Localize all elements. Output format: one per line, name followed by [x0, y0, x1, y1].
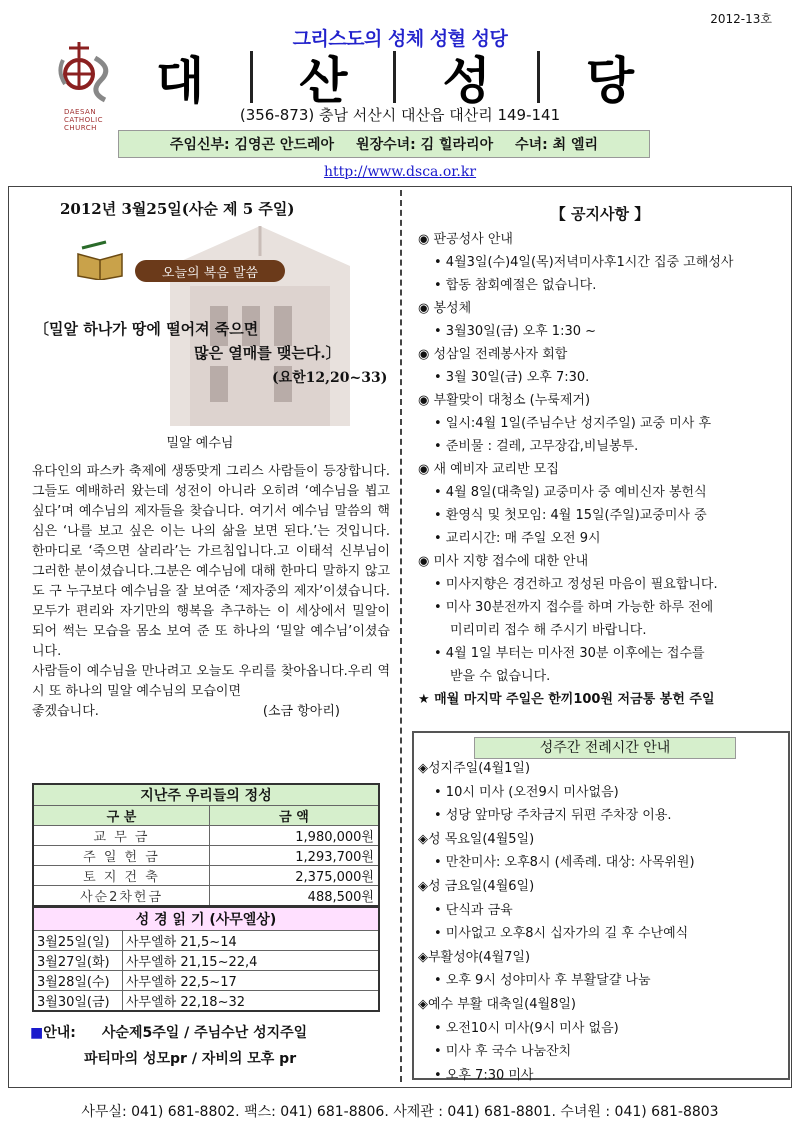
- schedule-item: • 10시 미사 (오전9시 미사없음): [434, 784, 619, 800]
- announcement-item: ◉ 미사 지향 접수에 대한 안내: [418, 554, 589, 569]
- announcement-item: • 3월30일(금) 오후 1:30 ~: [434, 324, 597, 339]
- announcement-item: ◉ 판공성사 안내: [418, 232, 513, 247]
- offering-table: [32, 783, 380, 907]
- schedule-item: • 미사 후 국수 나눔잔치: [434, 1044, 572, 1060]
- website-link[interactable]: http://www.dsca.or.kr: [323, 164, 477, 180]
- masthead-char: 당: [585, 51, 635, 110]
- logo-wordmark: DAESAN CATHOLIC CHURCH: [64, 108, 104, 132]
- offering-col-category: 구 분: [33, 806, 210, 826]
- offering-amount: 488,500원: [210, 886, 380, 907]
- schedule-item: • 성당 앞마당 주차금지 뒤편 주차장 이용.: [434, 808, 672, 824]
- announcement-item: • 4월 8일(대축일) 교중미사 중 예비신자 봉헌식: [434, 485, 707, 500]
- superior-name: 원장수녀: 김 힐라리아: [356, 137, 494, 153]
- contact-footer: 사무실: 041) 681-8802. 팩스: 041) 681-8806. 사제관 : 041) 681-8801. 수녀원 : 041) 681-8803: [81, 1104, 719, 1120]
- pastor-name: 주임신부: 김영곤 안드레아: [169, 137, 335, 153]
- reflection-paragraph: 유다인의 파스카 축제에 생뚱맞게 그리스 사람들이 등장합니다.그들도 예배하러 왔는데 성전이 아니라 오히려 ‘예수님을 뵙고싶다’며 예수님의 제자들을 찾습니다. 여기서 예수님 말씀의 핵심은 ‘나를 보고 싶은 이는 나의 삶을 보면 된다.’는 것입니다. 한마디로 ‘죽으면 살리라’는 가르침입니다.고 이태석 신부님이 그러한 분이셨습니다.그분은 예수님에 대해 한마디 말하지 않고도 구 누구보다 예수님을 잘 보여준 ‘제자중의 제자’이셨습니다.모두가 편리와 자기만의 행복을 추구하는 이 세상에서 밀알이 되어 썩는 모습을 몸소 보여 준 또 하나의 ‘밀알 예수님’이셨습니다.: [32, 464, 390, 659]
- reading-passage: 사무엘하 22,5~17: [123, 971, 380, 991]
- notice-line-1: [30, 1022, 307, 1042]
- nun-name: 수녀: 최 엘리: [515, 137, 599, 153]
- table-row: [33, 846, 379, 866]
- announcements-list: [418, 228, 790, 711]
- holy-week-schedule: [412, 731, 790, 1083]
- reading-date: 3월30일(금): [33, 991, 123, 1012]
- offering-table-title: 지난주 우리들의 정성: [33, 784, 379, 806]
- announcement-item: • 미사지향은 경건하고 정성된 마음이 필요합니다.: [434, 577, 718, 592]
- announcement-item: • 환영식 및 첫모임: 4월 15일(주일)교중미사 중: [434, 508, 707, 523]
- offering-amount: 2,375,000원: [210, 866, 380, 886]
- announcement-item: ◉ 부활맞이 대청소 (누룩제거): [418, 393, 591, 408]
- gospel-verse-line-1: 〔밀알 하나가 땅에 떨어져 죽으면: [34, 320, 259, 338]
- masthead-char: 산: [299, 51, 348, 110]
- masthead-divider: [393, 51, 396, 103]
- announcement-item: • 3월 30일(금) 오후 7:30.: [434, 370, 590, 385]
- offering-col-amount: 금 액: [210, 806, 380, 826]
- reflection-body: [32, 462, 390, 722]
- reading-passage: 사무엘하 21,15~22,4: [123, 951, 380, 971]
- announcements-heading: 【 공지사항 】: [550, 205, 650, 223]
- reflection-closing: 좋겠습니다.: [32, 704, 99, 719]
- column-divider: [400, 190, 402, 1082]
- table-row: [33, 886, 379, 907]
- announcement-item: • 4월 1일 부터는 미사전 30분 이후에는 접수를: [434, 646, 705, 661]
- sunday-date: 2012년 3월25일(사순 제 5 주일): [60, 200, 295, 218]
- parish-subtitle: 그리스도의 성체 성혈 성당: [292, 28, 508, 50]
- offering-label: 사순2차헌금: [33, 886, 210, 907]
- masthead-divider: [537, 51, 540, 103]
- schedule-item: ◈예수 부활 대축일(4월8일): [418, 996, 576, 1012]
- notice-label: 안내:: [43, 1025, 76, 1041]
- announcement-item: ◉ 봉성체: [418, 301, 472, 316]
- table-row: [33, 826, 379, 846]
- notice-bullet-icon: ■: [30, 1025, 44, 1041]
- reading-date: 3월27일(화): [33, 951, 123, 971]
- notice-text: 사순제5주일 / 주님수난 성지주일: [101, 1025, 308, 1041]
- reading-date: 3월25일(일): [33, 931, 123, 951]
- gospel-verse-line-2: 많은 열매를 맺는다.〕: [194, 344, 341, 362]
- offering-amount: 1,293,700원: [210, 846, 380, 866]
- table-row: [33, 931, 379, 951]
- reading-passage: 사무엘하 21,5~14: [123, 931, 380, 951]
- schedule-heading: 성주간 전례시간 안내: [474, 737, 736, 759]
- reflection-title: 밀알 예수님: [166, 436, 234, 451]
- reading-date: 3월28일(수): [33, 971, 123, 991]
- offering-label: 교 무 금: [33, 826, 210, 846]
- offering-label: 토 지 건 축: [33, 866, 210, 886]
- offering-label: 주 일 헌 금: [33, 846, 210, 866]
- staff-bar: [118, 130, 650, 158]
- reading-passage: 사무엘하 22,18~32: [123, 991, 380, 1012]
- notice-line-2: 파티마의 성모pr / 자비의 모후 pr: [84, 1051, 297, 1067]
- announcement-item: ◉ 새 예비자 교리반 모집: [418, 462, 559, 477]
- reflection-paragraph: 사람들이 예수님을 만나려고 오늘도 우리를 찾아옵니다.우리 역시 또 하나의 밀알 예수님의 모습이면: [32, 664, 390, 699]
- announcement-item: • 합동 참회예절은 없습니다.: [434, 278, 597, 293]
- announcement-item: ★ 매월 마지막 주일은 한끼100원 저금통 봉헌 주일: [418, 692, 715, 707]
- masthead-char: 대: [155, 51, 205, 110]
- table-row: [33, 991, 379, 1012]
- schedule-item: ◈성 금요일(4월6일): [418, 878, 535, 894]
- church-address: (356-873) 충남 서산시 대산읍 대산리 149-141: [239, 106, 561, 124]
- table-row: [33, 866, 379, 886]
- schedule-item: • 오후 9시 성야미사 후 부활달걀 나눔: [434, 973, 651, 989]
- announcement-item: 받을 수 없습니다.: [450, 669, 551, 684]
- bible-reading-title: 성 경 읽 기 (사무엘상): [33, 907, 379, 931]
- masthead-title: [135, 48, 655, 110]
- announcement-item: ◉ 성삼일 전례봉사자 회합: [418, 347, 568, 362]
- gospel-reference: (요한12,20~33): [272, 370, 388, 386]
- table-row: [33, 971, 379, 991]
- schedule-item: • 오후 7:30 미사: [434, 1067, 534, 1083]
- announcement-item: • 교리시간: 매 주일 오전 9시: [434, 531, 601, 546]
- announcement-item: 미리미리 접수 해 주시기 바랍니다.: [450, 623, 647, 638]
- announcement-item: • 4월3일(수)4일(목)저녁미사후1시간 집중 고해성사: [434, 255, 734, 270]
- announcement-item: • 미사 30분전까지 접수를 하며 가능한 하루 전에: [434, 600, 714, 615]
- masthead-divider: [250, 51, 253, 103]
- table-row: [33, 951, 379, 971]
- bible-reading-table: [32, 906, 380, 1012]
- schedule-list: [418, 757, 784, 1087]
- announcement-item: • 일시:4월 1일(주님수난 성지주일) 교중 미사 후: [434, 416, 712, 431]
- schedule-item: ◈성지주일(4월1일): [418, 761, 531, 776]
- schedule-item: • 단식과 금육: [434, 902, 513, 918]
- schedule-item: • 오전10시 미사(9시 미사 없음): [434, 1020, 619, 1036]
- gospel-banner: 오늘의 복음 말씀: [135, 260, 285, 282]
- offering-amount: 1,980,000원: [210, 826, 380, 846]
- masthead-char: 성: [442, 51, 491, 110]
- schedule-item: • 만찬미사: 오후8시 (세족례. 대상: 사목위원): [434, 855, 695, 871]
- issue-number: 2012-13호: [710, 12, 772, 26]
- announcement-item: • 준비물 : 걸레, 고무장갑,비닐봉투.: [434, 439, 639, 454]
- open-book-icon: [76, 240, 124, 280]
- schedule-item: ◈부활성야(4월7일): [418, 949, 531, 965]
- schedule-item: • 미사없고 오후8시 십자가의 길 후 수난예식: [434, 926, 689, 942]
- schedule-item: ◈성 목요일(4월5일): [418, 831, 535, 847]
- reflection-author: (소금 항아리): [262, 704, 340, 719]
